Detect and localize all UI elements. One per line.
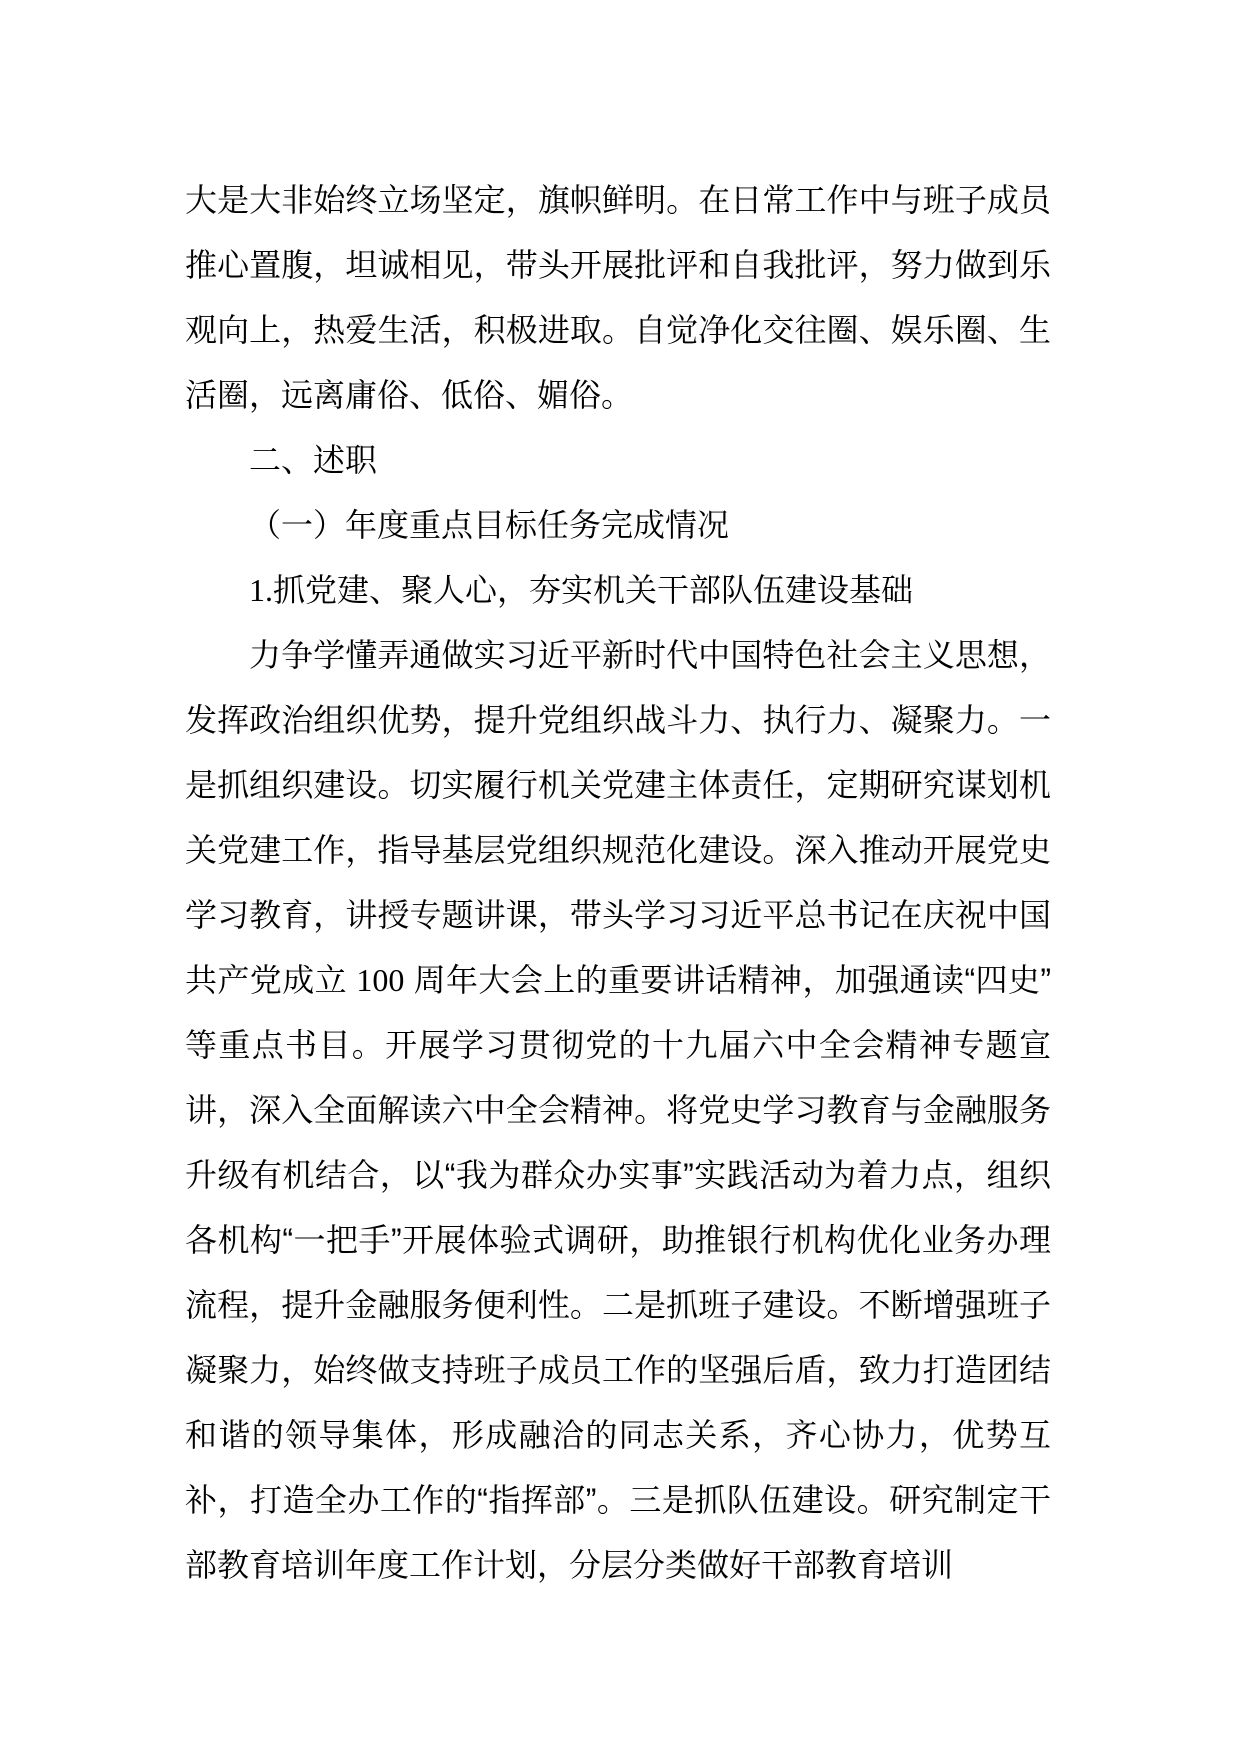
- body-paragraph-part2: 周年大会上的重要讲话精神，加强通读“四史”等重点书目。开展学习贯彻党的十九届六中全会精神专题宣讲，深入全面解读六中全会精神。将党史学习教育与金融服务升级有机结合，以“我为群众办实事”实践活动为着力点，组织各机构“一把手”开展体验式调研，助推银行机构优化业务办理流程，提升金融服务便利性。二是抓班子建设。不断增强班子凝聚力，始终做支持班子成员工作的坚强后盾，致力打造团结和谐的领导集体，形成融洽的同志关系，齐心协力，优势互补，打造全办工作的“指挥部”。三是抓队伍建设。研究制定干部教育培训年度工作计划，分层分类做好干部教育培训: [185, 962, 1051, 1583]
- item-heading-number: 1.: [249, 572, 273, 608]
- section-heading: 二、述职: [249, 442, 378, 478]
- continuation-paragraph: 大是大非始终立场坚定，旗帜鲜明。在日常工作中与班子成员推心置腹，坦诚相见，带头开展批评和自我批评，努力做到乐观向上，热爱生活，积极进取。自觉净化交往圈、娱乐圈、生活圈，远离庸俗、低俗、媚俗。: [185, 182, 1051, 413]
- item-heading-text: 抓党建、聚人心，夯实机关干部队伍建设基础: [273, 572, 914, 608]
- item-heading: [185, 558, 1051, 623]
- anniversary-number: 100: [356, 962, 405, 998]
- subsection-heading: （一）年度重点目标任务完成情况: [249, 507, 730, 543]
- body-paragraph: [185, 623, 1051, 1598]
- page-content: [185, 168, 1051, 1598]
- body-paragraph-part1: 力争学懂弄通做实习近平新时代中国特色社会主义思想，发挥政治组织优势，提升党组织战斗力、执行力、凝聚力。一是抓组织建设。切实履行机关党建主体责任，定期研究谋划机关党建工作，指导基层党组织规范化建设。深入推动开展党史学习教育，讲授专题讲课，带头学习习近平总书记在庆祝中国共产党成立: [185, 637, 1051, 998]
